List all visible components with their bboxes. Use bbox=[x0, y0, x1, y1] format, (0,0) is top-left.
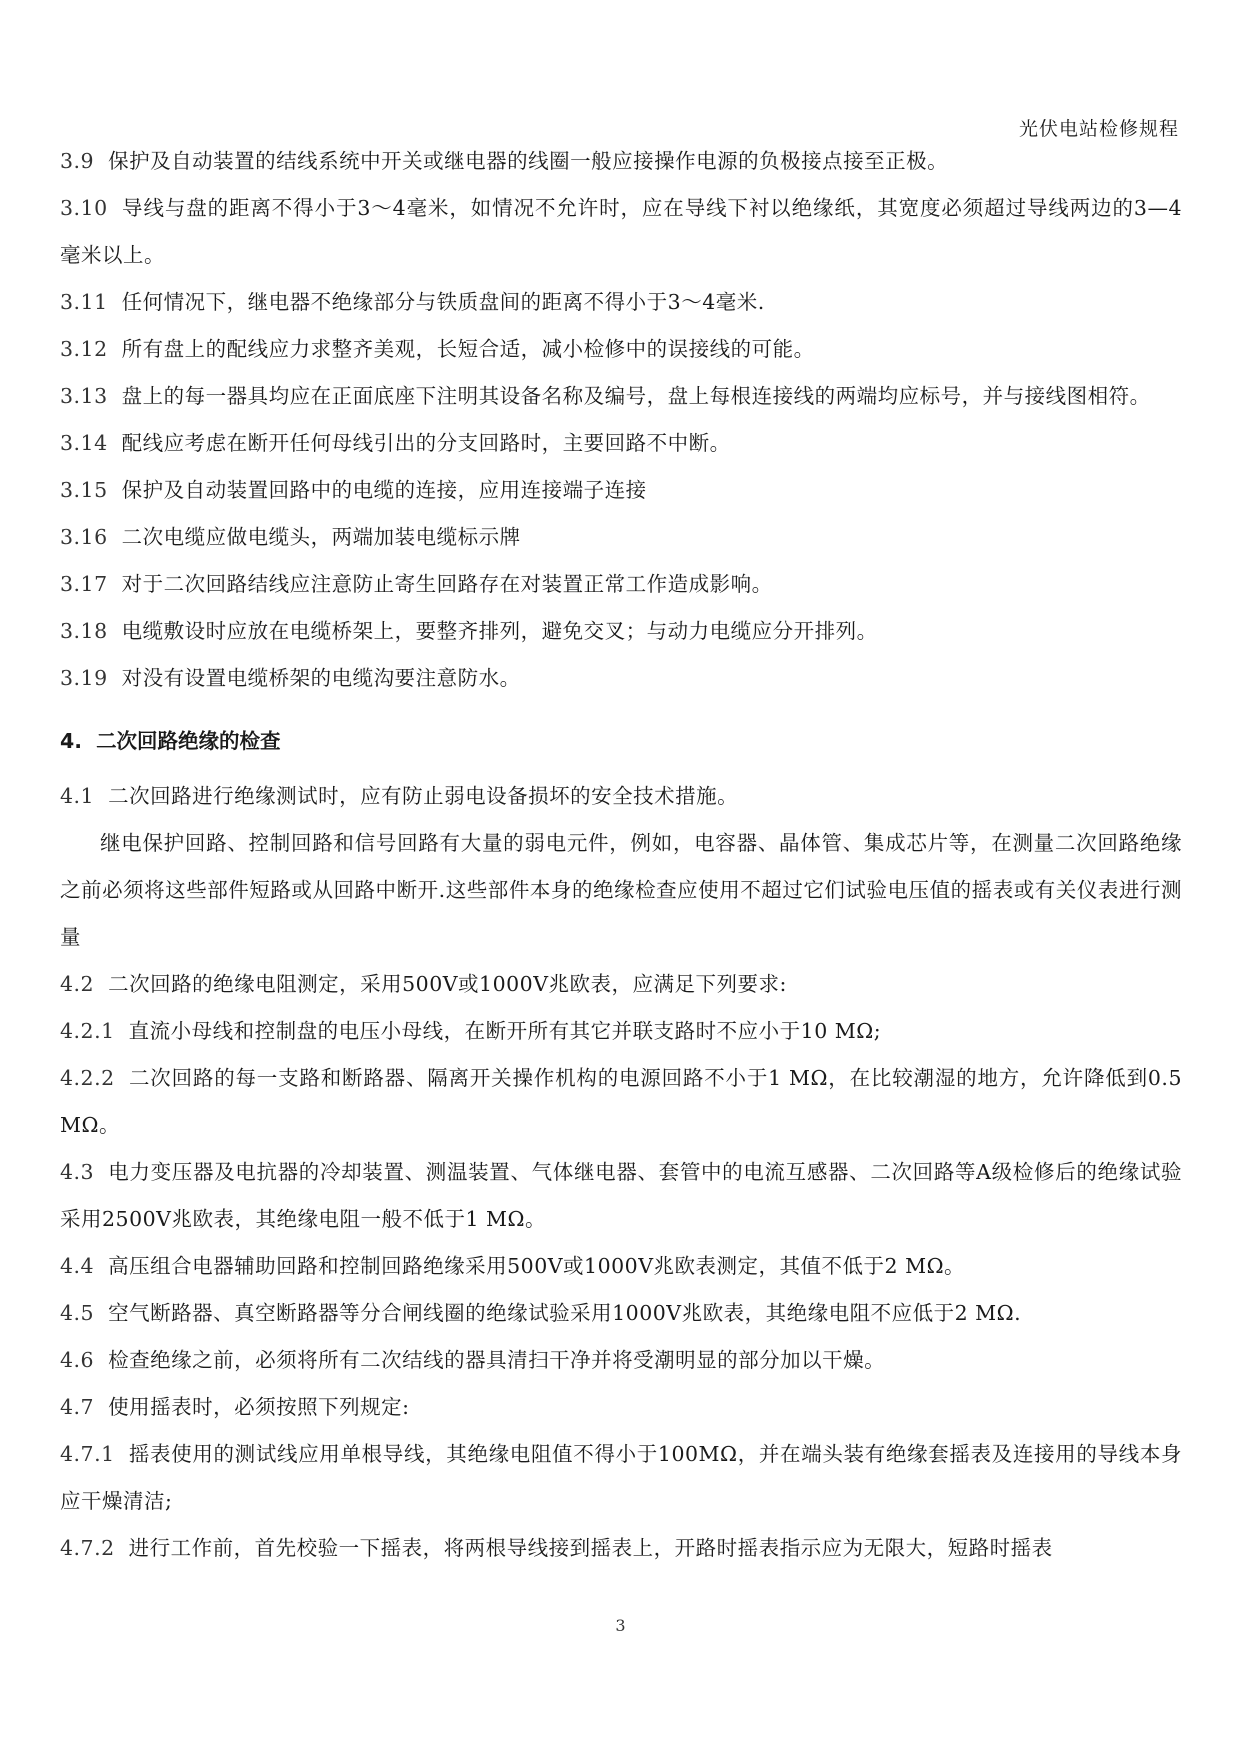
body-paragraph bbox=[60, 820, 1182, 961]
clause-text: 对于二次回路结线应注意防止寄生回路存在对装置正常工作造成影响。 bbox=[121, 572, 773, 596]
clause-paragraph bbox=[60, 326, 1182, 373]
clause-paragraph bbox=[60, 1149, 1182, 1243]
clause-paragraph bbox=[60, 514, 1182, 561]
clause-paragraph bbox=[60, 420, 1182, 467]
clause-number: 4.2 bbox=[60, 972, 95, 996]
clause-text: 高压组合电器辅助回路和控制回路绝缘采用500V或1000V兆欧表测定，其值不低于2 MΩ。 bbox=[108, 1254, 966, 1278]
clause-paragraph bbox=[60, 773, 1182, 820]
clause-text: 对没有设置电缆桥架的电缆沟要注意防水。 bbox=[121, 666, 521, 690]
clause-number: 4.6 bbox=[60, 1348, 95, 1372]
clause-text: 电力变压器及电抗器的冷却装置、测温装置、气体继电器、套管中的电流互感器、二次回路等A级检修后的绝缘试验采用2500V兆欧表，其绝缘电阻一般不低于1 MΩ。 bbox=[60, 1160, 1182, 1231]
clause-number: 3.14 bbox=[60, 431, 108, 455]
clause-paragraph bbox=[60, 1008, 1182, 1055]
clause-number: 3.9 bbox=[60, 149, 95, 173]
section-heading bbox=[60, 718, 1182, 765]
clause-paragraph bbox=[60, 279, 1182, 326]
clause-paragraph bbox=[60, 1290, 1182, 1337]
clause-number: 3.19 bbox=[60, 666, 108, 690]
document-body bbox=[60, 138, 1182, 1572]
clause-text: 继电保护回路、控制回路和信号回路有大量的弱电元件，例如，电容器、晶体管、集成芯片等，在测量二次回路绝缘之前必须将这些部件短路或从回路中断开.这些部件本身的绝缘检查应使用不超过它们试验电压值的摇表或有关仪表进行测量 bbox=[60, 831, 1182, 949]
clause-list-3 bbox=[60, 138, 1182, 702]
clause-text: 盘上的每一器具均应在正面底座下注明其设备名称及编号，盘上每根连接线的两端均应标号，并与接线图相符。 bbox=[121, 384, 1151, 408]
clause-number: 4.5 bbox=[60, 1301, 95, 1325]
clause-number: 4.7.1 bbox=[60, 1442, 115, 1466]
clause-paragraph bbox=[60, 185, 1182, 279]
clause-text: 直流小母线和控制盘的电压小母线，在断开所有其它并联支路时不应小于10 MΩ; bbox=[128, 1019, 882, 1043]
clause-paragraph bbox=[60, 138, 1182, 185]
clause-number: 3.13 bbox=[60, 384, 108, 408]
clause-paragraph bbox=[60, 467, 1182, 514]
clause-number: 3.10 bbox=[60, 196, 108, 220]
clause-number: 4.7.2 bbox=[60, 1536, 115, 1560]
clause-number: 3.16 bbox=[60, 525, 108, 549]
clause-text: 任何情况下，继电器不绝缘部分与铁质盘间的距离不得小于3～4毫米. bbox=[121, 290, 765, 314]
clause-paragraph bbox=[60, 1431, 1182, 1525]
clause-number: 3.11 bbox=[60, 290, 108, 314]
clause-text: 进行工作前，首先校验一下摇表，将两根导线接到摇表上，开路时摇表指示应为无限大，短路时摇表 bbox=[128, 1536, 1053, 1560]
clause-number: 4.2.2 bbox=[60, 1066, 115, 1090]
clause-text: 导线与盘的距离不得小于3～4毫米，如情况不允许时，应在导线下衬以绝缘纸，其宽度必须超过导线两边的3—4毫米以上。 bbox=[60, 196, 1182, 267]
clause-number: 3.17 bbox=[60, 572, 108, 596]
clause-number: 4.4 bbox=[60, 1254, 95, 1278]
clause-number: 3.12 bbox=[60, 337, 108, 361]
clause-text: 所有盘上的配线应力求整齐美观，长短合适，减小检修中的误接线的可能。 bbox=[121, 337, 815, 361]
clause-paragraph bbox=[60, 1243, 1182, 1290]
clause-paragraph bbox=[60, 608, 1182, 655]
running-header: 光伏电站检修规程 bbox=[1018, 118, 1179, 140]
clause-number: 4.1 bbox=[60, 784, 95, 808]
clause-number: 4.2.1 bbox=[60, 1019, 115, 1043]
clause-number: 3.15 bbox=[60, 478, 108, 502]
clause-paragraph bbox=[60, 1384, 1182, 1431]
clause-paragraph bbox=[60, 561, 1182, 608]
clause-text: 保护及自动装置的结线系统中开关或继电器的线圈一般应接操作电源的负极接点接至正极。 bbox=[108, 149, 949, 173]
clause-text: 配线应考虑在断开任何母线引出的分支回路时，主要回路不中断。 bbox=[121, 431, 731, 455]
clause-number: 4.3 bbox=[60, 1160, 95, 1184]
clause-paragraph bbox=[60, 655, 1182, 702]
clause-text: 二次回路进行绝缘测试时，应有防止弱电设备损坏的安全技术措施。 bbox=[108, 784, 739, 808]
clause-text: 保护及自动装置回路中的电缆的连接，应用连接端子连接 bbox=[121, 478, 647, 502]
clause-paragraph bbox=[60, 961, 1182, 1008]
clause-paragraph bbox=[60, 1525, 1182, 1572]
clause-number: 4.7 bbox=[60, 1395, 95, 1419]
clause-text: 使用摇表时，必须按照下列规定: bbox=[108, 1395, 410, 1419]
clause-number: 3.18 bbox=[60, 619, 108, 643]
clause-text: 检查绝缘之前，必须将所有二次结线的器具清扫干净并将受潮明显的部分加以干燥。 bbox=[108, 1348, 886, 1372]
clause-list-4 bbox=[60, 773, 1182, 1572]
section-title-text: 二次回路绝缘的检查 bbox=[96, 729, 281, 753]
page-number: 3 bbox=[615, 1616, 626, 1635]
clause-paragraph bbox=[60, 1337, 1182, 1384]
section-number: 4. bbox=[60, 729, 83, 753]
clause-text: 二次电缆应做电缆头，两端加装电缆标示牌 bbox=[121, 525, 521, 549]
clause-text: 电缆敷设时应放在电缆桥架上，要整齐排列，避免交叉；与动力电缆应分开排列。 bbox=[121, 619, 878, 643]
clause-paragraph bbox=[60, 1055, 1182, 1149]
clause-text: 二次回路的绝缘电阻测定，采用500V或1000V兆欧表，应满足下列要求: bbox=[108, 972, 787, 996]
clause-text: 二次回路的每一支路和断路器、隔离开关操作机构的电源回路不小于1 MΩ，在比较潮湿的地方，允许降低到0.5 MΩ。 bbox=[60, 1066, 1182, 1137]
clause-paragraph bbox=[60, 373, 1182, 420]
clause-text: 摇表使用的测试线应用单根导线，其绝缘电阻值不得小于100MΩ，并在端头装有绝缘套摇表及连接用的导线本身应干燥清洁; bbox=[60, 1442, 1182, 1513]
clause-text: 空气断路器、真空断路器等分合闸线圈的绝缘试验采用1000V兆欧表，其绝缘电阻不应低于2 MΩ. bbox=[108, 1301, 1022, 1325]
